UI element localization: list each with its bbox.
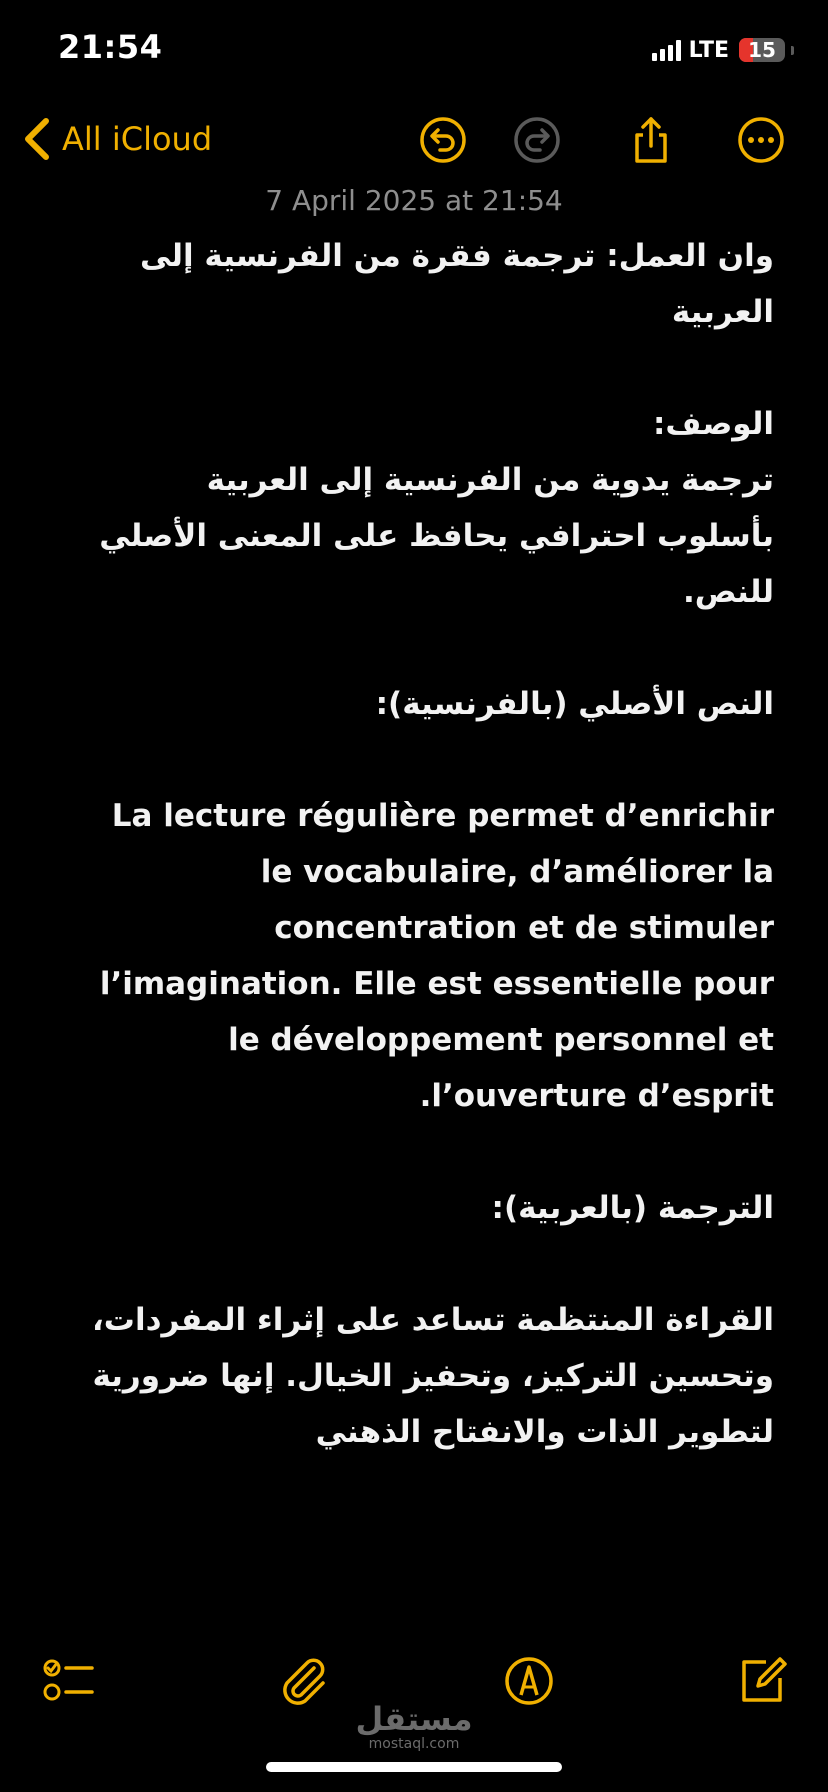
back-label: All iCloud <box>62 120 213 158</box>
battery-level: 15 <box>748 38 776 62</box>
battery-cap <box>791 46 794 55</box>
home-indicator[interactable] <box>266 1762 562 1772</box>
note-title-line: وان العمل: ترجمة فقرة من الفرنسية إلى العربية <box>140 238 774 330</box>
markup-pen-icon[interactable] <box>502 1654 556 1708</box>
watermark-latin: mostaql.com <box>368 1736 460 1752</box>
watermark-arabic: مستقل <box>355 1700 473 1738</box>
redo-icon[interactable] <box>512 115 562 165</box>
translation-text: القراءة المنتظمة تساعد على إثراء المفردات، وتحسين التركيز، وتحفيز الخيال. إنها ضرورية لتطوير الذات والانفتاح الذهني <box>92 1302 774 1450</box>
compose-icon[interactable] <box>736 1654 790 1708</box>
share-icon[interactable] <box>626 115 676 165</box>
battery-icon <box>739 38 785 62</box>
undo-icon[interactable] <box>418 115 468 165</box>
original-text: La lecture régulière permet d’enrichir le vocabulaire, d’améliorer la concentration et de stimuler l’imagination. Elle est essentielle pour le développement personnel et l’ouverture d’esprit. <box>99 798 774 1114</box>
original-heading: النص الأصلي (بالفرنسية): <box>375 686 774 722</box>
watermark <box>0 1702 828 1752</box>
status-bar <box>0 0 828 100</box>
back-button[interactable] <box>22 117 212 161</box>
translation-heading: الترجمة (بالعربية): <box>491 1190 774 1226</box>
description-text: ترجمة يدوية من الفرنسية إلى العربية بأسلوب احترافي يحافظ على المعنى الأصلي للنص. <box>99 462 774 610</box>
note-timestamp: 7 April 2025 at 21:54 <box>265 184 563 217</box>
chevron-left-icon <box>22 117 52 161</box>
network-type: LTE <box>688 37 729 63</box>
note-body[interactable] <box>86 228 774 1460</box>
status-time: 21:54 <box>58 28 163 66</box>
checklist-icon[interactable] <box>42 1654 96 1708</box>
description-heading: الوصف: <box>653 406 774 442</box>
status-indicators <box>652 36 794 64</box>
paperclip-icon[interactable] <box>276 1654 330 1708</box>
nav-bar <box>0 105 828 175</box>
more-icon[interactable] <box>736 115 786 165</box>
cellular-signal-icon <box>652 39 681 61</box>
